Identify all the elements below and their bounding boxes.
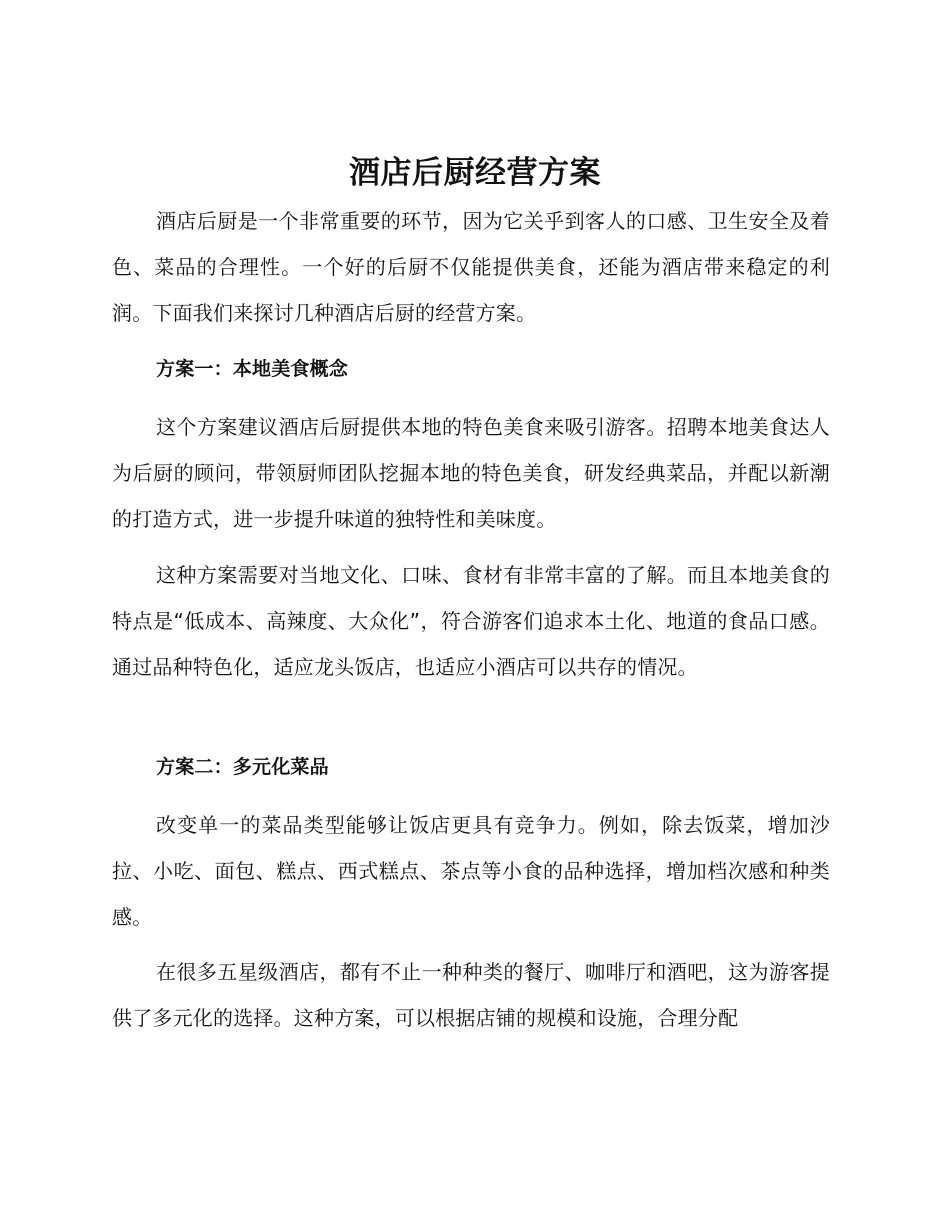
section-2-paragraph-2: 在很多五星级酒店，都有不止一种种类的餐厅、咖啡厅和酒吧，这为游客提供了多元化的选择。这种方案，可以根据店铺的规模和设施，合理分配: [112, 960, 830, 1030]
section-heading-plan-2: 方案二：多元化菜品: [156, 756, 329, 778]
section-heading-plan-1: 方案一：本地美食概念: [156, 358, 349, 380]
section-2-paragraph-1: 改变单一的菜品类型能够让饭店更具有竞争力。例如，除去饭菜，增加沙拉、小吃、面包、糕点、西式糕点、茶点等小食的品种选择，增加档次感和种类感。: [112, 813, 830, 929]
section-1-paragraph-1: 这个方案建议酒店后厨提供本地的特色美食来吸引游客。招聘本地美食达人为后厨的顾问，带领厨师团队挖掘本地的特色美食，研发经典菜品，并配以新潮的打造方式，进一步提升味道的独特性和美味度。: [112, 415, 830, 531]
section-1-paragraph-2: 这种方案需要对当地文化、口味、食材有非常丰富的了解。而且本地美食的特点是“低成本、高辣度、大众化”，符合游客们追求本土化、地道的食品口感。通过品种特色化，适应龙头饭店，也适应小酒店可以共存的情况。: [112, 563, 830, 679]
intro-paragraph: 酒店后厨是一个非常重要的环节，因为它关乎到客人的口感、卫生安全及着色、菜品的合理性。一个好的后厨不仅能提供美食，还能为酒店带来稳定的利润。下面我们来探讨几种酒店后厨的经营方案。: [112, 209, 830, 325]
document-title: 酒店后厨经营方案: [349, 155, 601, 191]
